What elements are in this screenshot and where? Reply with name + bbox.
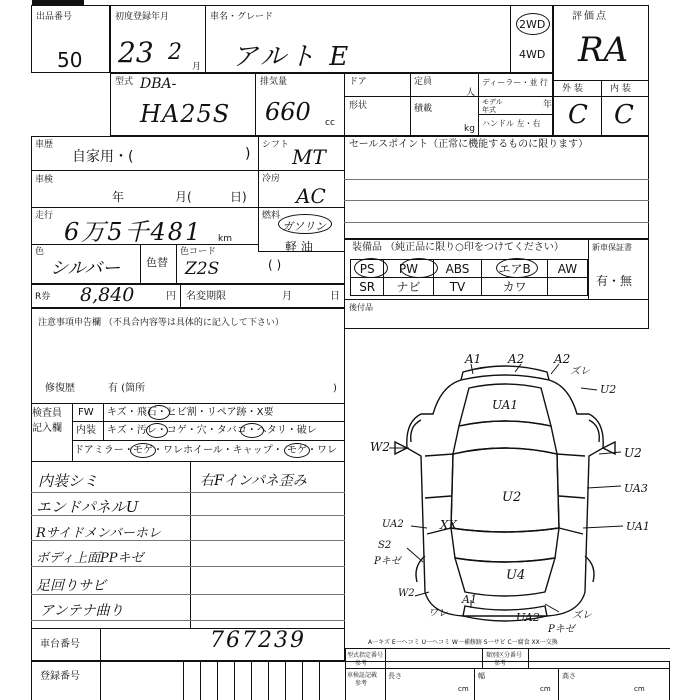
wid-label: 幅 bbox=[478, 672, 485, 680]
mark-a1-bottom: A1 bbox=[462, 593, 477, 606]
model-label: 車名・グレード bbox=[210, 12, 274, 22]
type-code: HA25S bbox=[140, 100, 231, 128]
sales-box bbox=[344, 136, 649, 239]
lot-number: 50 bbox=[57, 48, 83, 72]
int-label: 内 装 bbox=[610, 84, 631, 94]
mark-u4: U4 bbox=[506, 568, 526, 583]
left-door-split bbox=[425, 496, 451, 498]
memo-left-2: エンドパネルU bbox=[36, 498, 139, 516]
right-mirror bbox=[603, 442, 615, 454]
reg-no-label: 登録番号 bbox=[40, 671, 80, 682]
equip-sr: SR bbox=[351, 278, 384, 296]
equip-airbag-circle bbox=[496, 258, 538, 278]
ext-grade: C bbox=[568, 100, 588, 130]
color-change-label: 色替 bbox=[146, 256, 168, 269]
memo-left-3: Rサイドメンバーホレ bbox=[36, 526, 161, 541]
ac-value: AC bbox=[296, 184, 326, 208]
mark-u2-right: U2 bbox=[624, 446, 642, 460]
ac-label: 冷房 bbox=[262, 174, 281, 184]
load-unit: kg bbox=[464, 124, 475, 134]
hei-label: 高さ bbox=[562, 672, 576, 680]
shift-label: シフト bbox=[262, 140, 290, 150]
color-label: 色 bbox=[35, 247, 45, 257]
disp-unit: cc bbox=[325, 118, 335, 128]
name-change-day: 日 bbox=[330, 291, 340, 302]
int-items-label: 内装 bbox=[76, 425, 96, 436]
equip-pw: PW bbox=[384, 260, 433, 278]
memo-left-4: ボディ上面PPキゼ bbox=[36, 551, 144, 566]
mark-pkize: Pキゼ bbox=[374, 556, 401, 567]
class-no-label: 類別区分番号 bbox=[486, 652, 523, 659]
wid-unit: cm bbox=[540, 685, 551, 693]
misc-mage2-circle bbox=[284, 443, 310, 458]
equip-leather: カワ bbox=[482, 278, 547, 296]
fw-label: FW bbox=[78, 407, 94, 418]
mark-zure: ズレ bbox=[570, 366, 590, 377]
ext-label: 外 装 bbox=[562, 84, 583, 94]
notes-label: 注意事項申告欄 （不具合内容等は具体的に記入して下さい） bbox=[38, 318, 284, 328]
dims-label: 車検証記載 bbox=[347, 672, 378, 679]
mark-a2-right: A2 bbox=[554, 352, 571, 366]
mileage-unit: km bbox=[218, 234, 232, 244]
inspect-day: 日) bbox=[230, 190, 247, 204]
inspect-label: 車検 bbox=[35, 175, 54, 185]
dealer-label: ディーラー・並 行 bbox=[482, 78, 548, 87]
mark-ua2-left: UA2 bbox=[382, 519, 404, 530]
int-items: キズ・汚レ・コゲ・穴・タバコ・ヘタリ・破レ bbox=[107, 425, 317, 436]
chassis-value: 767239 bbox=[210, 628, 306, 653]
repair-label: 修復歴 bbox=[45, 383, 75, 394]
misc-item-2: モゲ・ワレ bbox=[133, 445, 183, 456]
sales-label: セールスポイント（正常に機能するものに限ります） bbox=[349, 139, 589, 150]
drive-4wd: 4WD bbox=[519, 48, 546, 61]
mark-w2-left: W2 bbox=[370, 440, 390, 454]
fuel-diesel: 軽 油 bbox=[285, 240, 313, 254]
shift-value: MT bbox=[292, 145, 326, 169]
mark-w2-bottom: W2 bbox=[398, 588, 415, 599]
recycle-unit: 円 bbox=[166, 291, 176, 302]
lot-label: 出品番号 bbox=[36, 12, 73, 22]
warranty-value: 有・無 bbox=[596, 274, 633, 288]
reg-label: 初度登録年月 bbox=[115, 12, 170, 22]
recycle-value: 8,840 bbox=[80, 284, 135, 306]
equip-pw-circle bbox=[400, 258, 438, 278]
inspector-label-2: 記入欄 bbox=[32, 423, 62, 434]
car-diagram bbox=[345, 330, 649, 634]
inspect-month: 月( bbox=[175, 190, 192, 204]
hei-unit: cm bbox=[634, 685, 645, 693]
len-label: 長さ bbox=[388, 672, 402, 680]
equip-ps-circle bbox=[354, 258, 388, 278]
mark-pkize-bottom: Pキゼ bbox=[548, 624, 575, 635]
fw-items: キズ・飛石・ヒビ割・リペア跡・X要 bbox=[107, 407, 274, 418]
reg-month: 2 bbox=[168, 40, 182, 65]
model-year-label: モデル年式 bbox=[482, 98, 503, 114]
misc-item-4: モゲ・ワレ bbox=[287, 445, 337, 456]
mark-u2-tr: U2 bbox=[600, 383, 617, 396]
mark-a1: A1 bbox=[465, 352, 482, 366]
name-change-month: 月 bbox=[282, 291, 292, 302]
mileage-value: 6万5千481 bbox=[64, 218, 203, 246]
equipment-label: 装備品 （純正品に限り○印をつけてください） bbox=[352, 242, 564, 253]
memo-left-1: 内装シミ bbox=[38, 472, 99, 490]
equip-navi: ナビ bbox=[384, 278, 433, 296]
mark-ua1-right: UA1 bbox=[626, 520, 650, 533]
repair-value: 有 (箇所 bbox=[108, 383, 146, 394]
right-door-split bbox=[559, 496, 585, 498]
reg-month-unit: 月 bbox=[192, 62, 202, 72]
fuel-gasoline: ガソリン bbox=[282, 220, 326, 233]
type-prefix: DBA- bbox=[140, 76, 177, 92]
fuel-label: 燃料 bbox=[262, 211, 281, 221]
hatch bbox=[455, 558, 555, 596]
drive-2wd: 2WD bbox=[519, 18, 546, 31]
mark-ua2-bottom: UA2 bbox=[516, 611, 540, 624]
color-code: Z2S bbox=[185, 259, 220, 279]
misc-item-1: ドアミラー・ bbox=[74, 445, 134, 456]
mark-u2-center: U2 bbox=[502, 490, 522, 505]
repair-close: ) bbox=[333, 383, 337, 394]
door-label: ドア bbox=[349, 77, 367, 87]
equip-tv: TV bbox=[433, 278, 482, 296]
grade-label: 評価点 bbox=[572, 11, 608, 22]
rear-window bbox=[451, 528, 559, 562]
windshield bbox=[453, 421, 557, 454]
dims-sub: 参考 bbox=[355, 680, 368, 687]
name-change-label: 名変期限 bbox=[186, 291, 226, 302]
fuel-gasoline-circle bbox=[278, 214, 332, 234]
shape-label: 形状 bbox=[349, 101, 368, 111]
equip-aw: AW bbox=[547, 260, 587, 278]
equip-empty bbox=[547, 278, 587, 296]
damage-legend: A一キズ E一ヘコミ U一ヘコミ W一補修跡 S一サビ C一腐食 XX一交換 bbox=[368, 639, 558, 646]
seat-unit: 人 bbox=[466, 88, 476, 98]
mark-wa-re: ワレ bbox=[428, 608, 448, 619]
chassis-label: 車台番号 bbox=[40, 639, 80, 650]
model-no-sub: 参考 bbox=[355, 660, 368, 667]
mileage-label: 走行 bbox=[35, 211, 54, 221]
front-right-wheel bbox=[589, 420, 599, 442]
int-tabako-circle bbox=[240, 423, 264, 438]
fw-tobiishi-circle bbox=[148, 405, 170, 420]
disp-value: 660 bbox=[265, 98, 311, 126]
int-grade: C bbox=[614, 100, 634, 130]
color-value: シルバー bbox=[50, 258, 121, 279]
mark-xx: XX bbox=[440, 518, 458, 532]
inspect-year: 年 bbox=[112, 190, 125, 204]
equip-airbag: エアB bbox=[482, 260, 547, 278]
mark-s2: S2 bbox=[378, 540, 392, 551]
year-unit: 年 bbox=[543, 100, 553, 110]
recycle-label: R券 bbox=[35, 292, 51, 302]
type-label: 型式 bbox=[115, 77, 134, 87]
car-name: アルト E bbox=[232, 42, 352, 72]
grade-value: RA bbox=[578, 30, 629, 70]
history-label: 車歴 bbox=[35, 140, 54, 150]
new-car-label: 新車保証書 bbox=[592, 243, 632, 252]
color-code-label: 色コード bbox=[180, 247, 217, 257]
mark-zure-bottom: ズレ bbox=[572, 610, 592, 621]
history-value: 自家用・( bbox=[72, 149, 134, 165]
mark-a2: A2 bbox=[508, 352, 525, 366]
mark-ua1-top: UA1 bbox=[492, 398, 519, 412]
equip-ps: PS bbox=[351, 260, 384, 278]
history-close: ) bbox=[245, 146, 251, 162]
memo-left-6: アンテナ曲り bbox=[40, 603, 124, 619]
misc-item-3: ホイール・キャップ・ bbox=[183, 445, 283, 456]
reg-year: 23 bbox=[118, 36, 154, 69]
seat-label: 定員 bbox=[414, 77, 433, 87]
inspector-label-1: 検査員 bbox=[32, 408, 62, 419]
len-unit: cm bbox=[458, 685, 469, 693]
load-label: 積載 bbox=[414, 104, 433, 114]
memo-left-5: 足回りサビ bbox=[36, 578, 106, 594]
aftermarket-label: 後付品 bbox=[349, 303, 373, 312]
int-yogore-circle bbox=[146, 423, 168, 438]
misc-mage-circle bbox=[130, 443, 156, 458]
class-no-sub: 参考 bbox=[494, 660, 507, 667]
mark-ua3: UA3 bbox=[624, 482, 648, 495]
front-bumper bbox=[461, 366, 549, 380]
fuel-paren: ( ) bbox=[268, 258, 282, 272]
front-left-wheel bbox=[411, 420, 421, 442]
right-side bbox=[557, 454, 585, 534]
model-no-label: 型式指定番号 bbox=[347, 652, 384, 659]
handle-label: ハンドル 左・右 bbox=[482, 119, 541, 128]
disp-label: 排気量 bbox=[260, 77, 288, 87]
equip-abs: ABS bbox=[433, 260, 482, 278]
memo-right-1: 右Fインパネ歪み bbox=[200, 473, 307, 489]
